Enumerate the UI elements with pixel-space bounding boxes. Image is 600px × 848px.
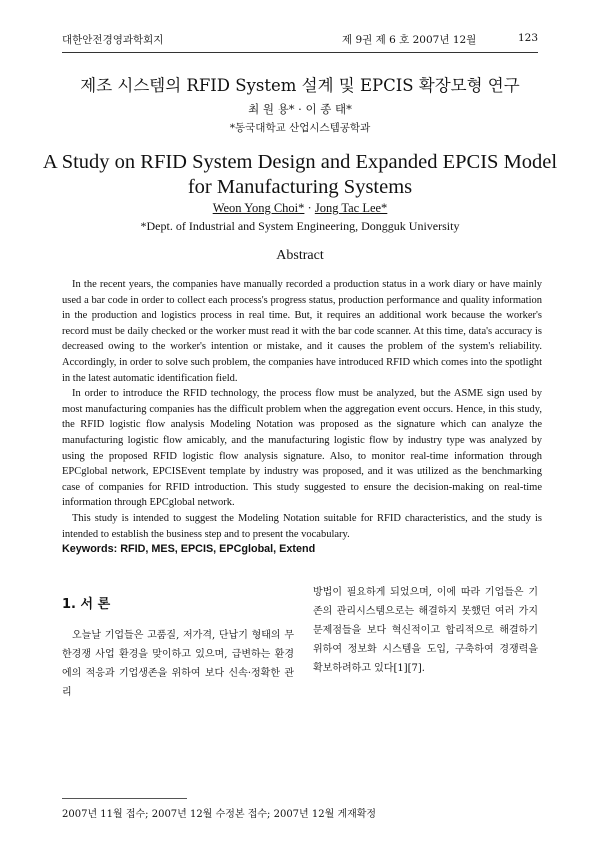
- body-paragraph: 오늘날 기업들은 고품질, 저가격, 단납기 형태의 무한경쟁 사업 환경을 맞이하고 있으며, 급변하는 환경에의 적응과 기업생존을 위하여 보다 신속·정확한 관리: [62, 630, 294, 698]
- abstract-paragraph: In order to introduce the RFID technology, the process flow must be analyzed, but the ASME sign used by most manufacturing companies has the difficult problem when the aggregation event occurs. Hence, in this study, the RFID logistic flow analysis Modeling Notation was proposed as the signature which can analyze the manufacturing logistic flow amicably, and the manufacturing logistic flow by industry type was analyzed by using the proposed RFID logistic flow analysis signature. Also, to monitor real-time information through EPCglobal network, EPCISEvent template by industry was proposed, and it was utilized as the benchmarking case of companies for RFID introduction. This study suggested to ensure the decision-making on real-time information through EPCglobal network.: [62, 388, 542, 509]
- abstract-paragraph: This study is intended to suggest the Modeling Notation suitable for RFID characteristics, and the study is intended to establish the business step and to present the vocabulary.: [62, 512, 542, 540]
- footnote: 2007년 11월 접수; 2007년 12월 수정본 접수; 2007년 12월 게재확정: [62, 809, 377, 820]
- abstract-paragraph: In the recent years, the companies have manually recorded a production status in a work diary or have mainly used a bar code in order to collect each process's progress status, production performance and quality information in the production and logistics process in real time. But, it requires an additional work because the worker's record must be daily checked or the worker must read it with the bar code scanner. At this time, data's accuracy is decreased owing to the worker's intention or mistake, and it causes the problem of the system's reliability. Accordingly, in order to solve such problem, the companies have introduced RFID which comes into the spotlight in the latest automatic identification field.: [62, 279, 542, 384]
- running-header: [62, 32, 538, 48]
- korean-affiliation: *동국대학교 산업시스템공학과: [229, 122, 371, 134]
- journal-name: 대한안전경영과학회지: [62, 34, 164, 46]
- english-authors: [0, 201, 600, 216]
- issue-info: 제 9권 제 6 호 2007년 12월: [342, 34, 477, 46]
- korean-authors: 최 원 용* · 이 종 태*: [248, 102, 352, 116]
- english-title-line2: for Manufacturing Systems: [187, 176, 413, 198]
- english-title-line1: A Study on RFID System Design and Expanded EPCIS Model: [42, 151, 558, 173]
- author-separator: ·: [304, 201, 315, 215]
- author-1: Weon Yong Choi*: [212, 201, 305, 215]
- footnote-rule: [62, 798, 187, 799]
- body-column-left: [62, 626, 294, 702]
- body-paragraph: 방법이 필요하게 되었으며, 이에 따라 기업들은 기존의 관리시스템으로는 해결하지 못했던 여러 가지 문제점들을 보다 혁신적이고 합리적으로 해결하기 위하여 정보화 시스템을 도입, 구축하여 경쟁력을 확보하려하고 있다[1][7].: [313, 587, 538, 674]
- abstract-body: [62, 277, 542, 542]
- korean-title: 제조 시스템의 RFID System 설계 및 EPCIS 확장모형 연구: [80, 76, 520, 95]
- author-2: Jong Tac Lee*: [314, 201, 388, 215]
- english-affiliation: *Dept. of Industrial and System Engineering, Dongguk University: [140, 219, 460, 233]
- section-heading: 1. 서 론: [62, 597, 111, 612]
- keywords: Keywords: RFID, MES, EPCIS, EPCglobal, Extend: [62, 543, 316, 555]
- body-column-right: [313, 583, 538, 678]
- english-title: [0, 150, 600, 200]
- page-number: 123: [517, 32, 538, 44]
- header-rule: [62, 52, 538, 53]
- abstract-heading: Abstract: [276, 248, 324, 263]
